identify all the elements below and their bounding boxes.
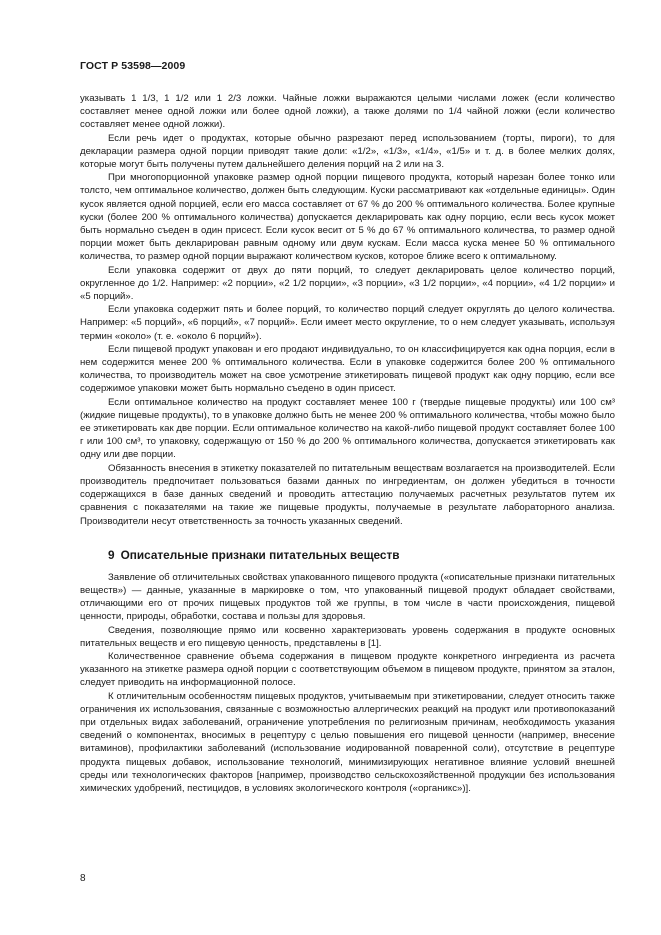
paragraph-cut-products: Если речь идет о продуктах, которые обычно разрезают перед использованием (торты, пироги), то для декларации размера одной порции приводят такие доли: «1/2», «1/3», «1/4», «1/5» и т. д. в более мелких долях, которые могут быть получены путем дальнейшего деления порций на 2 или на 3. (80, 132, 615, 171)
paragraph-multi-portion-pieces: При многопорционной упаковке размер одной порции пищевого продукта, который нарезан более тонко или толсто, чем оптимальное количество, должен быть следующим. Куски рассматривают как «отдельные единицы». Один кусок является одной порцией, если его масса составляет от 67 % до 200 % оптимального количества. Более крупные куски (более 200 % оптимального количества) допускается декларировать как одну порцию, если весь кусок может быть нормально съеден в один присест. Если кусок весит от 5 % до 67 % оптимального количества, то размер одной порции может быть декларирован равным одному или двум кускам. Если масса куска менее 50 % оптимального количества, то размер одной порции выражают количеством кусков, которое ближе всего к оптимальному. (80, 172, 615, 263)
document-body (80, 92, 615, 795)
paragraph-nutrient-levels: Сведения, позволяющие прямо или косвенно характеризовать уровень содержания в продукте основных питательных веществ и его пищевую ценность, представлены в [1]. (80, 624, 615, 649)
paragraph-serving-spoons: указывать 1 1/3, 1 1/2 или 1 2/3 ложки. Чайные ложки выражаются целыми числами ложек (если количество составляет менее одной ложки или более одной ложки), а также долями по 1/4 чайной ложки (если количество составляет менее одной ложки). (80, 93, 615, 131)
paragraph-optimal-quantity: Если оптимальное количество на продукт составляет менее 100 г (твердые пищевые продукты) или 100 см³ (жидкие пищевые продукты), то в упаковке должно быть не менее 200 % оптимального количества, чтобы можно было ее этикетировать как две порции. Если оптимальное количество на какой-либо пищевой продукт составляет более 100 г или 100 см³, то упаковку, содержащую от 150 % до 200 % оптимального количества, допускается этикетировать как одну или две порции. (80, 396, 615, 461)
page-number: 8 (80, 873, 86, 884)
paragraph-manufacturer-responsibility: Обязанность внесения в этикетку показателей по питательным веществам возлагается на производителей. Если производитель предпочитает пользоваться базами данных по ингредиентам, он должен убедиться в точности содержащихся в базе данных сведений и проводить аттестацию получаемых расчетных результатов путем их сравнения с показателями на такие же пищевые продукты, получаемые в результате лабораторного анализа. Производители несут ответственность за точность указанных сведений. (80, 462, 615, 527)
standard-designation: ГОСТ Р 53598—2009 (80, 60, 186, 72)
paragraph-quantitative-comparison: Количественное сравнение объема содержания в пищевом продукте конкретного ингредиента из расчета указанного на этикетке размера одной порции с соответствующим объемом в пищевом продукте, принятом за эталон, следует приводить на информационной полосе. (80, 650, 615, 689)
paragraph-individual-package: Если пищевой продукт упакован и его продают индивидуально, то он классифицируется как одна порция, если в нем содержится менее 200 % оптимального количества. Если в упаковке содержится более 200 % оптимального количества, то производитель может на свое усмотрение этикетировать пищевой продукт как одну порцию, если все содержимое упаковки может быть нормально съедено в один присест. (80, 343, 615, 395)
paragraph-five-or-more-portions: Если упаковка содержит пять и более порций, то количество порций следует округлять до целого количества. Например: «5 порций», «6 порций», «7 порций». Если имеет место округление, то о нем следует указывать, используя термин «около» (т. е. «около 6 порций»). (80, 304, 615, 342)
section-heading (108, 548, 615, 563)
paragraph-distinctive-features: К отличительным особенностям пищевых продуктов, учитываемым при этикетировании, следует относить также ограничения их использования, связанные с возможностью аллергических реакций на продукт или противопоказаний при отдельных видах заболеваний, ограничение употребления по религиозным причинам, необходимость указания сведений о компонентах, вносимых в рецептуру с целью повышения его пищевой ценности (например, внесение витаминов), профилактики заболеваний (использование иодированной поваренной соли), отсутствие в рецептуре продукта пищевых добавок, использование технологий, минимизирующих негативное влияние условий внешней среды или технологических факторов [например, производство сельскохозяйственной продукции без использования химических удобрений, пестицидов, в условиях экологического контроля («органикс»)]. (80, 690, 615, 794)
section-number: 9 (108, 547, 115, 562)
paragraph-descriptive-claims: Заявление об отличительных свойствах упакованного пищевого продукта («описательные признаки питательных веществ») — данные, указанные в маркировке о том, что упакованный пищевой продукт обладает свойствами, отличающими его от прочих пищевых продуктов той же группы, в том числе в части происхождения, пищевой ценности, природы, обработки, состава и пользы для здоровья. (80, 571, 615, 623)
paragraph-two-to-five-portions: Если упаковка содержит от двух до пяти порций, то следует декларировать целое количество порций, округленное до 1/2. Например: «2 порции», «2 1/2 порции», «3 порции», «3 1/2 порции», «4 порции», «4 1/2 порции» и «5 порций». (80, 264, 615, 303)
section-title: Описательные признаки питательных веществ (120, 547, 400, 562)
